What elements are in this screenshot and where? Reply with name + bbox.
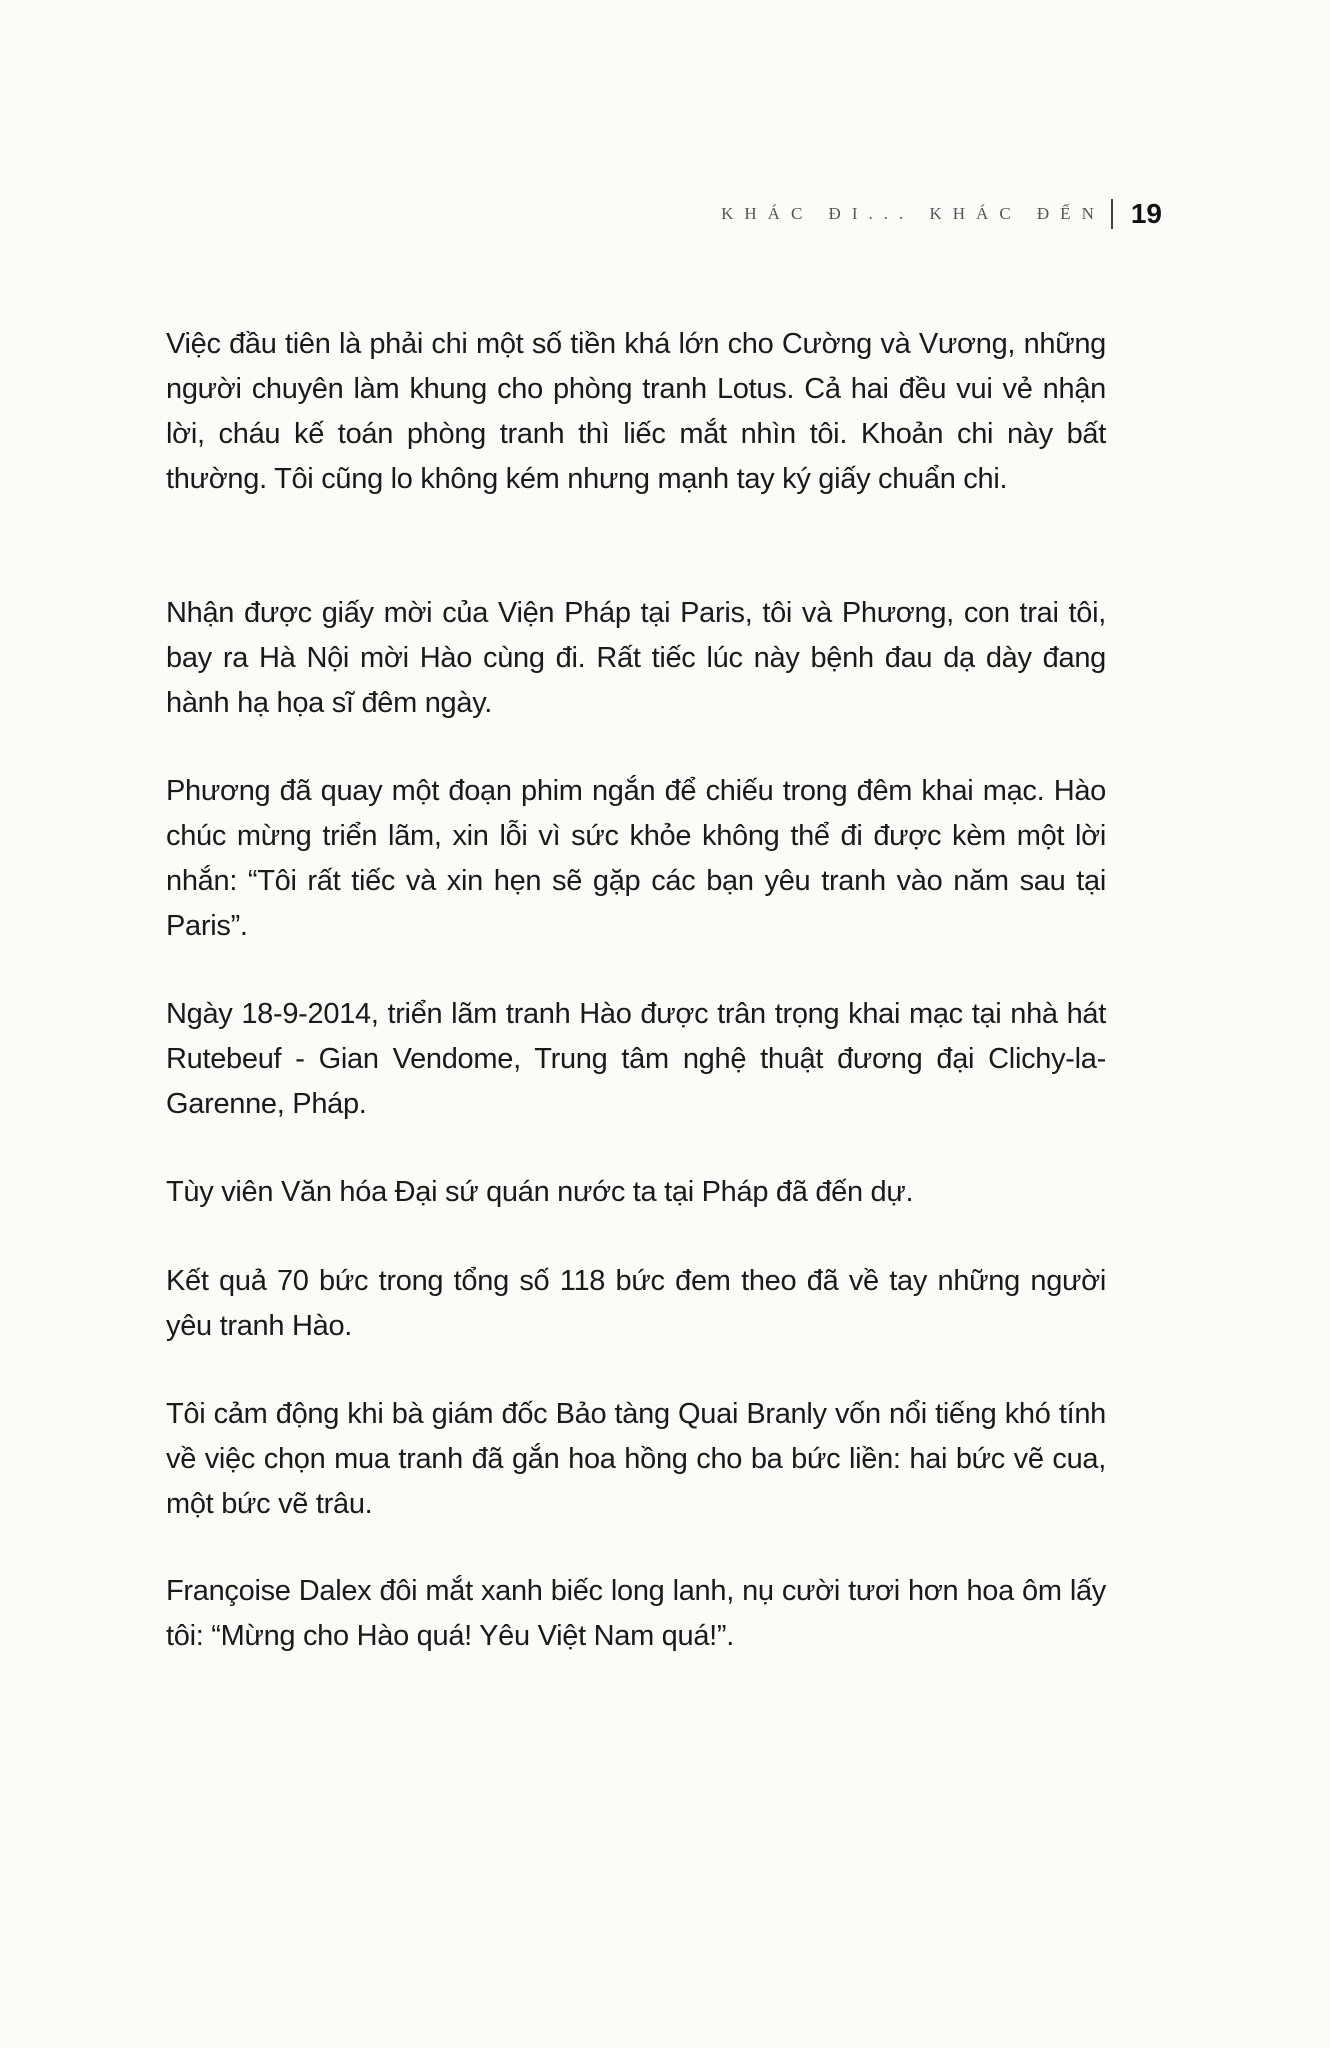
paragraph: Phương đã quay một đoạn phim ngắn để chiếu trong đêm khai mạc. Hào chúc mừng triển lãm, xin lỗi vì sức khỏe không thể đi được kèm một lời nhắn: “Tôi rất tiếc và xin hẹn sẽ gặp các bạn yêu tranh vào năm sau tại Paris”. bbox=[166, 775, 1106, 942]
paragraph: Việc đầu tiên là phải chi một số tiền khá lớn cho Cường và Vương, những người chuyên làm khung cho phòng tranh Lotus. Cả hai đều vui vẻ nhận lời, cháu kế toán phòng tranh thì liếc mắt nhìn tôi. Khoản chi này bất thường. Tôi cũng lo không kém nhưng mạnh tay ký giấy chuẩn chi. bbox=[166, 328, 1106, 495]
page-number: 19 bbox=[1130, 198, 1162, 229]
paragraph: Tùy viên Văn hóa Đại sứ quán nước ta tại Pháp đã đến dự. bbox=[166, 1176, 914, 1208]
running-title: KHÁC ĐI... KHÁC ĐẾN bbox=[721, 204, 1105, 223]
paragraph: Françoise Dalex đôi mắt xanh biếc long lanh, nụ cười tươi hơn hoa ôm lấy tôi: “Mừng cho Hào quá! Yêu Việt Nam quá!”. bbox=[166, 1575, 1106, 1652]
paragraph: Nhận được giấy mời của Viện Pháp tại Paris, tôi và Phương, con trai tôi, bay ra Hà Nội mời Hào cùng đi. Rất tiếc lúc này bệnh đau dạ dày đang hành hạ họa sĩ đêm ngày. bbox=[166, 597, 1106, 719]
paragraph: Tôi cảm động khi bà giám đốc Bảo tàng Quai Branly vốn nổi tiếng khó tính về việc chọn mua tranh đã gắn hoa hồng cho ba bức liền: hai bức vẽ cua, một bức vẽ trâu. bbox=[166, 1398, 1106, 1520]
running-header bbox=[721, 198, 1162, 230]
paragraph: Kết quả 70 bức trong tổng số 118 bức đem theo đã về tay những người yêu tranh Hào. bbox=[166, 1265, 1106, 1342]
paragraph: Ngày 18-9-2014, triển lãm tranh Hào được trân trọng khai mạc tại nhà hát Rutebeuf - Gian Vendome, Trung tâm nghệ thuật đương đại Clichy-la-Garenne, Pháp. bbox=[166, 998, 1106, 1120]
header-divider bbox=[1111, 199, 1113, 229]
